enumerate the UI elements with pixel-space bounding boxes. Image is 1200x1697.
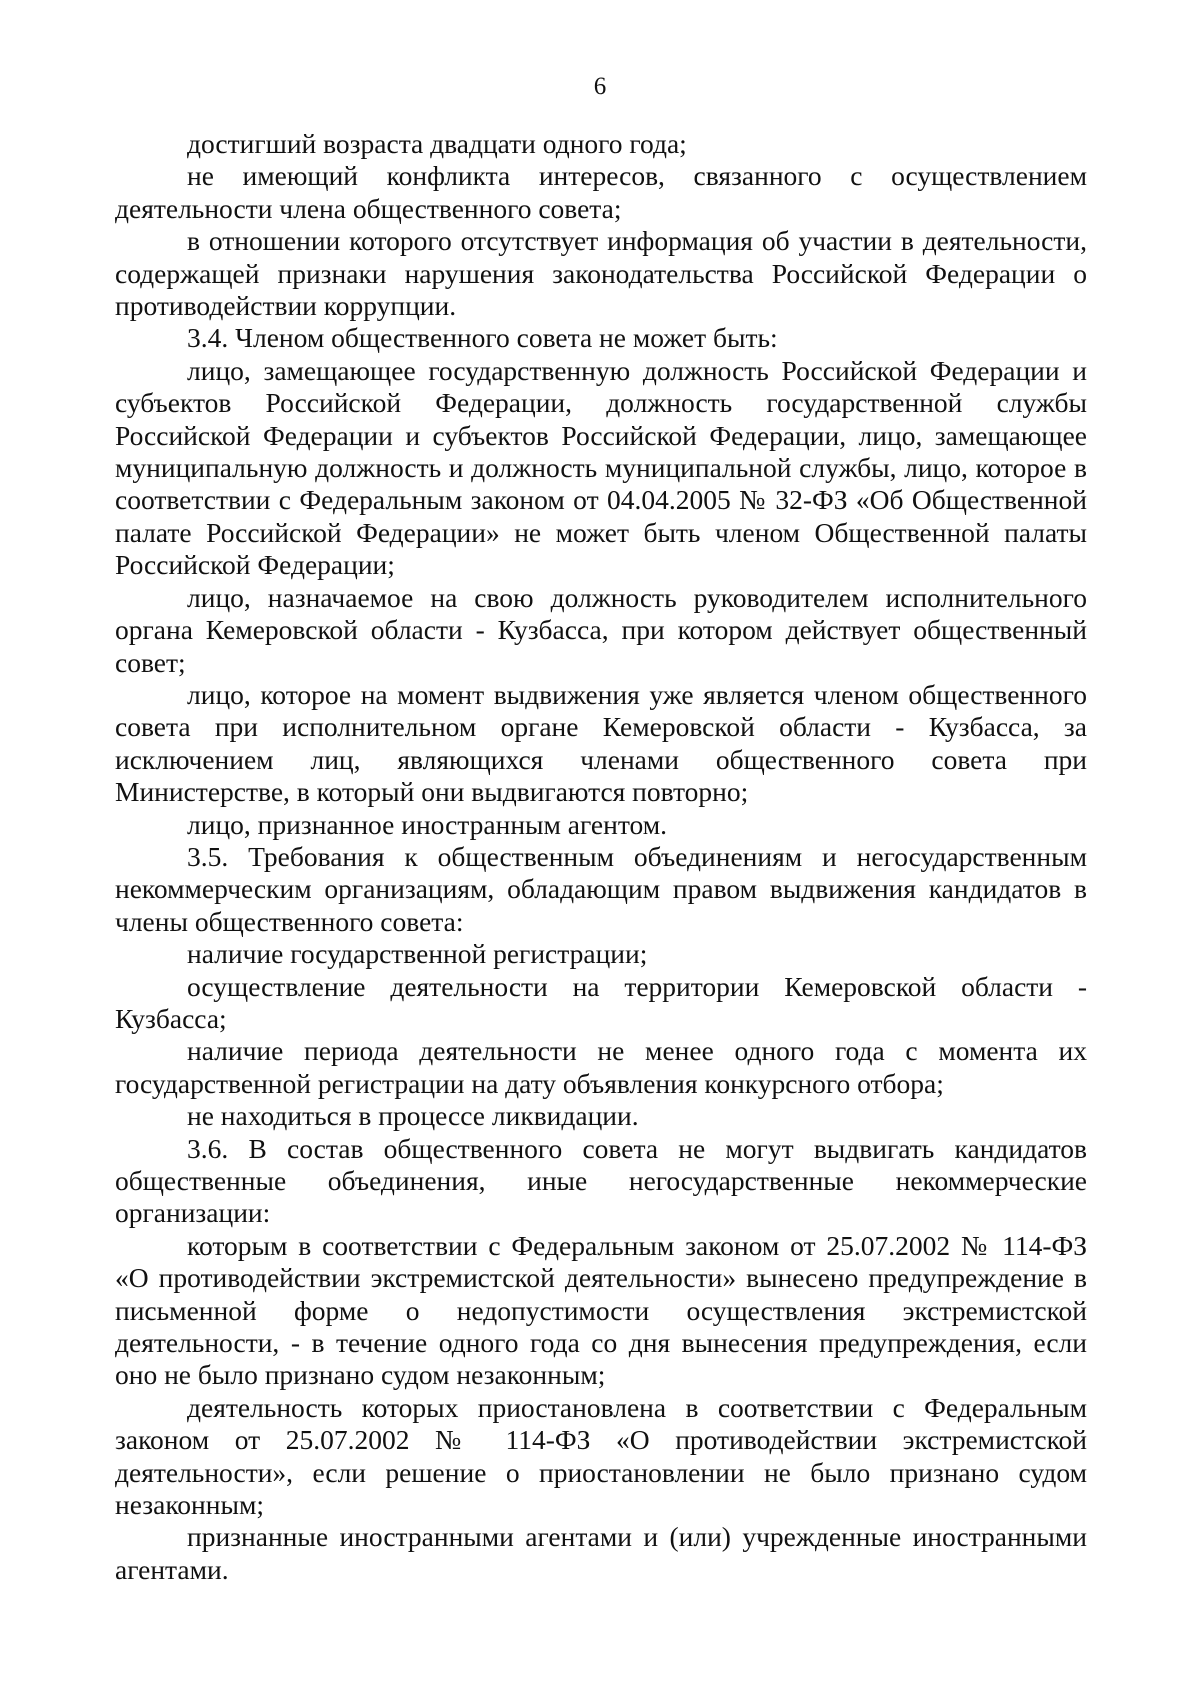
paragraph: наличие государственной регистрации; xyxy=(187,938,648,970)
page-number: 6 xyxy=(593,73,607,100)
paragraph: лицо, признанное иностранным агентом. xyxy=(187,808,668,840)
paragraph: лицо, которое на момент выдвижения уже является членом общественного совета при исполнительном органе Кемеровской области - Кузбасса, за исключением лиц, являющихся членами общественного совета при Министерстве, в который они выдвигаются повторно; xyxy=(115,678,1087,808)
paragraph: лицо, замещающее государственную должность Российской Федерации и субъектов Российской Федерации, должность государственной службы Российской Федерации и субъектов Российской Федерации, лицо, замещающее муниципальную должность и должность муниципальной службы, лицо, которое в соответствии с Федеральным законом от 04.04.2005 № 32-ФЗ «Об Общественной палате Российской Федерации» не может быть членом Общественной палаты Российской Федерации; xyxy=(115,354,1087,581)
paragraph: достигший возраста двадцати одного года; xyxy=(187,128,687,159)
paragraph: деятельность которых приостановлена в соответствии с Федеральным законом от 25.07.2002 № 114-ФЗ «О противодействии экстремистской деятельности», если решение о приостановлении не было признано судом незаконным; xyxy=(115,1391,1087,1521)
paragraph: осуществление деятельности на территории Кемеровской области - Кузбасса; xyxy=(115,970,1087,1034)
document-body xyxy=(115,128,1087,1586)
paragraph: наличие периода деятельности не менее одного года с момента их государственной регистрации на дату объявления конкурсного отбора; xyxy=(115,1035,1087,1099)
paragraph: которым в соответствии с Федеральным законом от 25.07.2002 № 114-ФЗ «О противодействии экстремистской деятельности» вынесено предупреждение в письменной форме о недопустимости осуществления экстремистской деятельности, - в течение одного года со дня вынесения предупреждения, если оно не было признано судом незаконным; xyxy=(115,1229,1087,1391)
paragraph: не имеющий конфликта интересов, связанного с осуществлением деятельности члена общественного совета; xyxy=(115,160,1087,224)
paragraph: 3.4. Членом общественного совета не может быть: xyxy=(187,322,778,354)
paragraph: 3.6. В состав общественного совета не могут выдвигать кандидатов общественные объединения, иные негосударственные некоммерческие организации: xyxy=(115,1132,1087,1229)
paragraph: признанные иностранными агентами и (или) учрежденные иностранными агентами. xyxy=(115,1521,1087,1585)
paragraph: лицо, назначаемое на свою должность руководителем исполнительного органа Кемеровской области - Кузбасса, при котором действует общественный совет; xyxy=(115,581,1087,678)
paragraph: 3.5. Требования к общественным объединениям и негосударственным некоммерческим организациям, обладающим правом выдвижения кандидатов в члены общественного совета: xyxy=(115,840,1087,937)
paragraph: в отношении которого отсутствует информация об участии в деятельности, содержащей признаки нарушения законодательства Российской Федерации о противодействии коррупции. xyxy=(115,225,1087,322)
paragraph: не находиться в процессе ликвидации. xyxy=(187,1100,639,1132)
